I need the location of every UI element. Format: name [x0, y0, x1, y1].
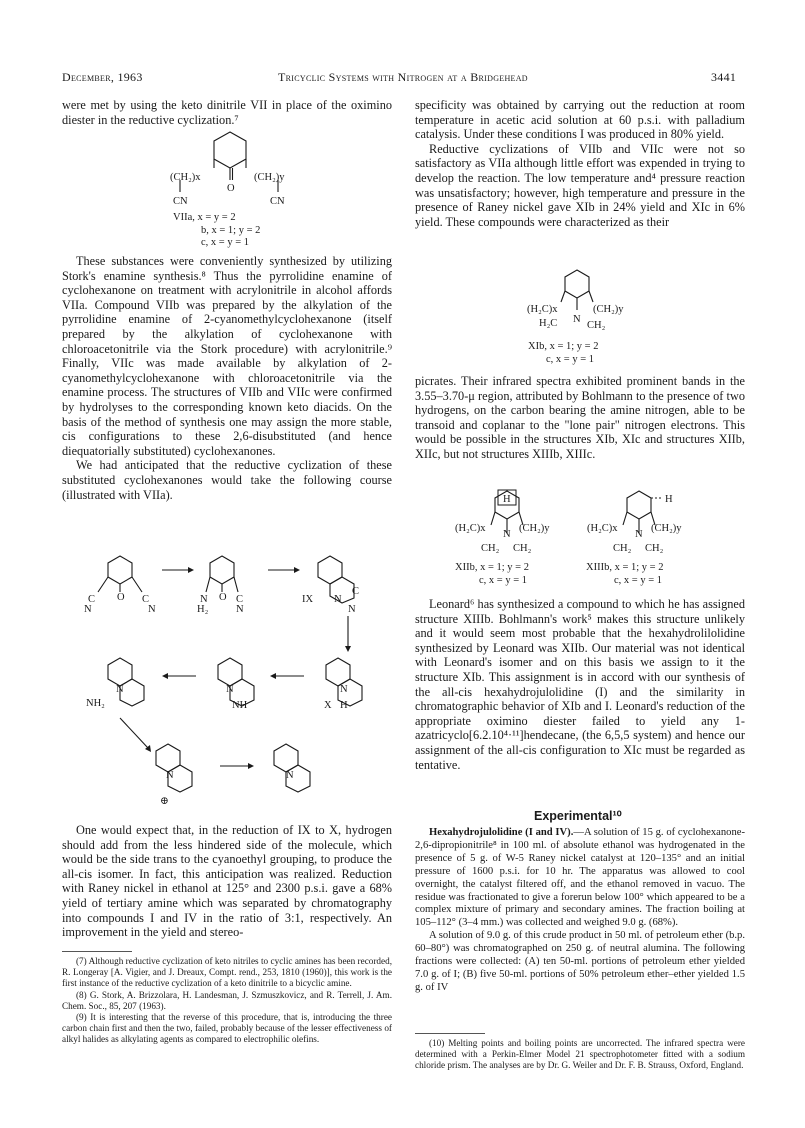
- oxygen-label: O: [227, 183, 235, 194]
- caption-line: b, x = 1; y = 2: [201, 224, 261, 236]
- atom-label: N: [334, 594, 342, 605]
- chain-label: (CH₂)y: [593, 304, 624, 315]
- chain-label: (H₂C)x: [455, 523, 486, 534]
- chain-label: (H₂C)x: [527, 304, 558, 315]
- atom-label: NH₂: [86, 698, 105, 709]
- structure-VII-caption: [173, 212, 260, 250]
- atom-label: NH: [232, 700, 248, 711]
- running-header-left: December, 1963: [62, 70, 143, 84]
- paragraph-text: picrates. Their infrared spectra exhibited prominent bands in the 3.55–3.70-μ region, attributed by Bohlmann to the presence of two hydrogens, on the carbon bearing the amine nitrogen, able to be transoid and coplanar to the "lone pair" nitrogen electrons. This would be possible in the structures XIb, XIc and structures XIIb, XIIc, but not structures XIIIb, XIIIc.: [415, 374, 745, 461]
- atom-label: O: [219, 592, 227, 603]
- experimental-text: [415, 827, 745, 995]
- left-paragraph-2: [62, 254, 392, 502]
- atom-label: ⊕: [160, 796, 169, 807]
- paragraph-text: We had anticipated that the reductive cyclization of these substituted cyclohexanones would take the following course (illustrated with VIIa).: [62, 458, 392, 502]
- atom-label: H₂: [197, 604, 209, 615]
- atom-label: IX: [302, 594, 314, 605]
- structure-XII-caption: [455, 562, 529, 587]
- hydrogen-label: H: [503, 494, 511, 505]
- paragraph-text: specificity was obtained by carrying out the reduction at room temperature in acetic acid solution at 60 p.s.i. with palladium catalysis. Under these conditions I was produced in 80% yield.: [415, 98, 745, 142]
- atom-label: N: [200, 594, 208, 605]
- page-number: 3441: [711, 70, 737, 84]
- paragraph-text: These substances were conveniently synthesized by utilizing Stork's enamine synthesis.⁸ Thus the pyrrolidine enamine of cyclohexanone on treatment with acrylonitrile in alcohol affords VIIa. Compound VIIb was prepared by the alkylation of the pyrrolidine enamine of 2-cyanomethylcyclohexanone (itself prepared by the alkylation of cyclohexanone with chloroacetonitrile via the Stork procedure) with acrylonitrile.⁹ Finally, VIIc was made available by alkylation of 2-cyanomethylcyclohexanone with chloroacetonitrile via the enamine process. The structures of VIIb and VIIc were confirmed by hydrolyses to the corresponding known keto diacids. On the basis of the method of synthesis one may assign the more stable, cis configurations to these 2,6-disubstituted (and hence diequatorially substituted) cyclohexanones.: [62, 254, 392, 458]
- atom-label: H: [340, 700, 348, 711]
- left-paragraph-1: [62, 98, 392, 127]
- atom-label: C: [88, 594, 96, 605]
- atom-label: N: [573, 314, 581, 325]
- atom-label: N: [348, 604, 356, 615]
- chain-label: (CH₂)y: [254, 172, 285, 183]
- footnote-8: (8) G. Stork, A. Brizzolara, H. Landesman, J. Szmuszkovicz, and R. Terrell, J. Am. Chem. Soc., 85, 207 (1963).: [62, 989, 392, 1011]
- right-paragraph-3: [415, 374, 745, 462]
- caption-line: c, x = y = 1: [201, 237, 250, 248]
- paragraph-text: A solution of 9.0 g. of this crude product in 50 ml. of petroleum ether (b.p. 60–80°) was chromatographed on 250 g. of neutral alumina. The following fractions were collected: (A) ten 50-ml. portions of petroleum ether yielded 7.0 g. of I; (B) five 50-ml. portions of 50% petroleum ether–ether yielded 1.5 g. of IV: [415, 930, 745, 993]
- chain-label: (CH₂)y: [651, 523, 682, 534]
- paragraph-text: were met by using the keto dinitrile VII in place of the oximino diester in the reductive cyclization.⁷: [62, 98, 392, 127]
- paragraph-text: Reductive cyclizations of VIIb and VIIc were not so satisfactory as VIIa although little effort was expended in trying to develop the reaction. The low temperature and⁴ pressure reaction was unsatisfactory; however, high temperature and pressure in the presence of Raney nickel gave XIb in 24% yield and XIc in 6% yield. These compounds were characterized as their: [415, 141, 745, 229]
- footnote-9: (9) It is interesting that the reverse of this procedure, that is, introducing the three carbon chain first and then the two, failed, probably because of the lesser effectiveness of alkyl halides as alkylating agents as compared to electrophilic olefins.: [62, 1012, 392, 1045]
- hydrogen-label: H: [665, 494, 673, 505]
- paragraph-text: —A solution of 15 g. of cyclohexanone-2,6-dipropionitrile⁸ in 100 ml. of absolute ethanol was hydrogenated in the presence of 5 g. of W-5 Raney nickel catalyst at 120–135° and an initial pressure of 1600 p.s.i. for 10 hr. The apparatus was allowed to cool overnight, the catalyst filtered off, and the ethanol removed in vacuo. The residue was fractionated to give a forerun below 100° which appeared to be a complex mixture of primary and secondary amines. The fraction boiling at 105–112° (3–4 mm.) was collected and weighed 9.0 g. (68%).: [415, 827, 745, 929]
- nitrile-label: CN: [173, 196, 188, 207]
- chain-label: (CH₂)x: [170, 172, 201, 183]
- atom-label: H₂C: [539, 318, 558, 329]
- caption-line: XIb, x = 1; y = 2: [528, 341, 599, 352]
- chain-label: (H₂C)x: [587, 523, 618, 534]
- atom-label: N: [236, 604, 244, 615]
- footnote-rule: [62, 951, 132, 952]
- atom-label: N: [166, 770, 174, 781]
- structure-XIII: [587, 487, 697, 557]
- atom-label: N: [84, 604, 92, 615]
- caption-line: XIIb, x = 1; y = 2: [455, 562, 529, 573]
- left-paragraph-4: [62, 823, 392, 940]
- structure-XI: [525, 266, 635, 334]
- paragraph-text: One would expect that, in the reduction of IX to X, hydrogen should add from the less hindered side of the molecule, which would be the side trans to the cyanoethyl grouping, to produce the all-cis isomer. In fact, this anticipation was realized. Reduction with Raney nickel in ethanol at 125° and 2300 p.s.i. gave a 68% yield of tertiary amine which was separated by chromatography into compounds I and IV in the ratio of 3:1, respectively. An improvement in the yield and stereo-: [62, 823, 392, 940]
- atom-label: C: [236, 594, 244, 605]
- caption-line: VIIa, x = y = 2: [173, 212, 236, 223]
- atom-label: CH₂: [613, 543, 632, 554]
- right-paragraph-1: [415, 98, 745, 229]
- structure-XI-caption: [528, 341, 598, 366]
- atom-label: C: [352, 586, 360, 597]
- atom-label: N: [503, 529, 511, 540]
- atom-label: N: [226, 684, 234, 695]
- atom-label: CH₂: [513, 543, 532, 554]
- atom-label: CH₂: [587, 320, 606, 331]
- reaction-scheme: [84, 548, 390, 808]
- footnote-rule: [415, 1033, 485, 1034]
- paragraph-text: (10) Melting points and boiling points are uncorrected. The infrared spectra were determined with a Perkin-Elmer Model 21 spectrophotometer fitted with a sodium chloride prism. The analyses are by Dr. G. Weiler and Dr. F. B. Strauss, Oxford, England.: [415, 1038, 745, 1071]
- atom-label: C: [142, 594, 150, 605]
- chain-label: (CH₂)y: [519, 523, 550, 534]
- structure-XIII-caption: [586, 562, 663, 587]
- atom-label: N: [148, 604, 156, 615]
- atom-label: X: [324, 700, 332, 711]
- atom-label: N: [286, 770, 294, 781]
- paragraph-text: Leonard⁶ has synthesized a compound to which he has assigned structure XIIIb. Bohlmann's work⁵ makes this structure unlikely and it would seem most probable that the hexahydrolilolidine synthesized by Leonard was XIIb. Our material was not identical with Leonard's isomer and on this basis we assign to it the structure XIb. This assignment is in accord with our synthesis of the all-cis hexahydrojulolidine (I) and the similarity in chromatographic behavior of XIb and I. Leonard's reduction of the appropriate oximino diester failed to yield any 1-azatricyclo[6.2.10⁴·¹¹]hendecane, (the 6,5,5 system) and hence our assignment of the all-cis configuration to XIc must be regarded as tentative.: [415, 597, 745, 772]
- atom-label: CH₂: [645, 543, 664, 554]
- running-header-title: Tricyclic Systems with Nitrogen at a Bridgehead: [278, 70, 528, 84]
- caption-line: c, x = y = 1: [614, 574, 663, 586]
- compound-title: Hexahydrojulolidine (I and IV).: [429, 827, 574, 838]
- caption-line: XIIIb, x = 1; y = 2: [586, 562, 664, 573]
- atom-label: CH₂: [481, 543, 500, 554]
- experimental-heading: Experimental¹⁰: [534, 809, 622, 823]
- footnote-7: (7) Although reductive cyclization of keto nitriles to cyclic amines has been recorded, R. Longeray [A. Vigier, and J. Dreaux, Compt. rend., 253, 1810 (1960)], this work is the first instance of the reductive cyclization of a keto dinitrile to a bicyclic amine.: [62, 956, 392, 989]
- caption-line: c, x = y = 1: [546, 353, 595, 365]
- atom-label: N: [340, 684, 348, 695]
- caption-line: c, x = y = 1: [479, 574, 528, 586]
- footnotes-left: [62, 956, 392, 1046]
- structure-VII: [170, 128, 290, 208]
- nitrile-label: CN: [270, 196, 285, 207]
- atom-label: O: [117, 592, 125, 603]
- right-paragraph-4: [415, 597, 745, 772]
- atom-label: N: [635, 529, 643, 540]
- atom-label: N: [116, 684, 124, 695]
- footnote-10: [415, 1038, 745, 1072]
- structure-XII: [455, 487, 565, 557]
